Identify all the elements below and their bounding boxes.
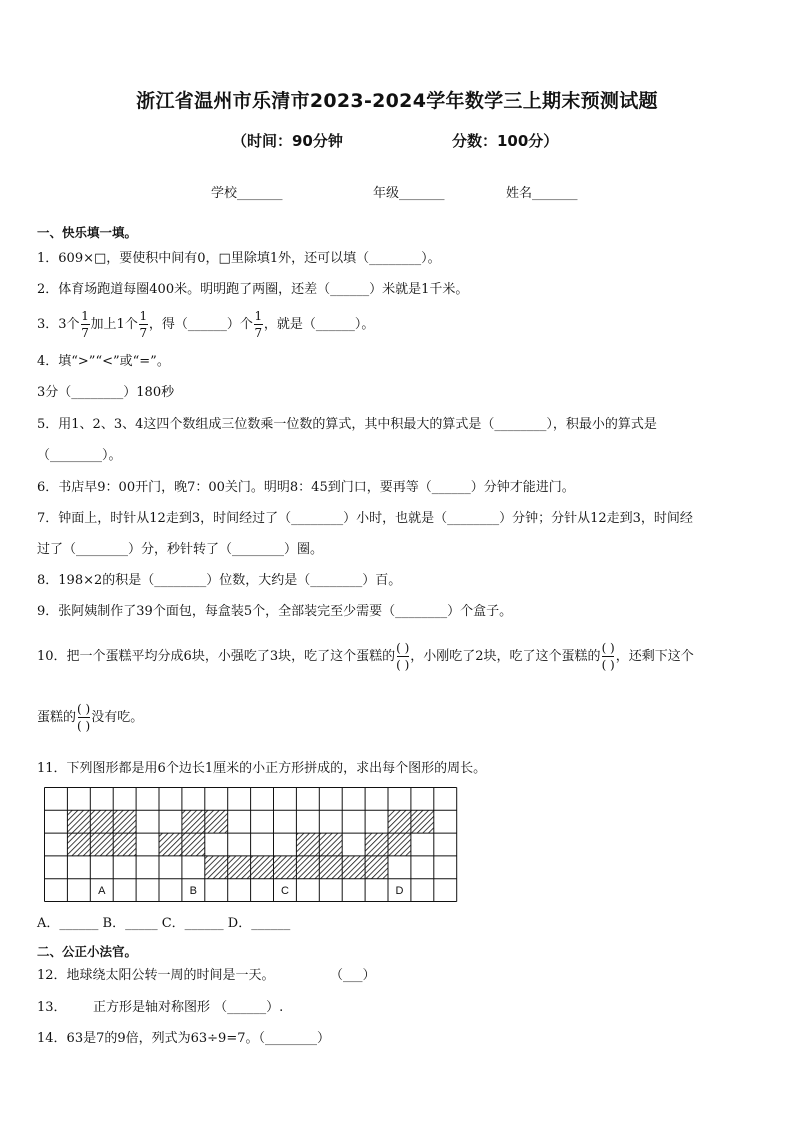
question-14: 14．63是7的9倍，列式为63÷9=7。（________） [37,1031,330,1046]
shaded-square [251,856,274,879]
shaded-square [90,833,113,856]
shaded-square [205,856,228,879]
shaded-square [67,833,90,856]
question-4: 4．填“>”“<”或“=”。 [37,354,170,369]
shaded-square [182,833,205,856]
shaded-square [365,833,388,856]
shaded-square [205,810,228,833]
shaded-square [319,833,342,856]
exam-score: 分数：100分） [452,132,559,150]
question-12-mark: （___） [330,968,376,983]
question-11: 11．下列图形都是用6个边长1厘米的小正方形拼成的，求出每个图形的周长。 [37,761,487,776]
question-2: 2．体育场跑道每圈400米。明明跑了两圈，还差（______）米就是1千米。 [37,282,469,297]
fraction-blank: $\frac{( )}{( )}$ [396,641,410,672]
page-title: 浙江省温州市乐清市2023-2024学年数学三上期末预测试题 [136,90,658,112]
fraction-one-seventh: $\frac{1}{7}$ [254,309,263,340]
shaded-square [296,833,319,856]
shaded-square [411,810,434,833]
square-grid-figures [44,787,458,902]
shaded-square [90,810,113,833]
shaded-square [113,810,136,833]
shaded-square [274,856,297,879]
question-3: 3．3个 $\frac{1}{7}$ 加上1个 $\frac{1}{7}$ ，得（______）个 $\frac{1}{7}$ ，就是（______）。 [37,309,375,340]
question-10-line-2: 蛋糕的 $\frac{( )}{( )}$ 没有吃。 [37,702,144,733]
shaded-square [365,856,388,879]
shaded-square [296,856,319,879]
shaded-square [228,856,251,879]
section-1-heading: 一、快乐填一填。 [37,225,138,240]
question-5-line-1: 5．用1、2、3、4这四个数组成三位数乘一位数的算式，其中积最大的算式是（________），积最小的算式是 [37,417,657,432]
question-7-line-2: 过了（________）分，秒针转了（________）圈。 [37,542,324,557]
fraction-blank: $\frac{( )}{( )}$ [77,702,91,733]
fraction-one-seventh: $\frac{1}{7}$ [139,309,148,340]
shaded-square [388,810,411,833]
shaded-square [67,810,90,833]
question-7-line-1: 7．钟面上，时针从12走到3，时间经过了（________）小时，也就是（________）分钟；分针从12走到3，时间经 [37,511,693,526]
shaded-square [319,856,342,879]
shaded-square [182,810,205,833]
fraction-one-seventh: $\frac{1}{7}$ [81,309,89,340]
question-4-item: 3分（________）180秒 [37,385,175,400]
question-11-answers: A．______ B．_____ C．______ D．______ [37,916,291,931]
shaded-square [342,856,365,879]
question-9: 9．张阿姨制作了39个面包，每盒装5个，全部装完至少需要（________）个盒子。 [37,604,513,619]
section-2-heading: 二、公正小法官。 [37,944,138,959]
exam-time: （时间：90分钟 [232,132,343,150]
figure-label-b: B [189,885,198,898]
name-field: 姓名_______ [506,186,578,201]
question-13: 正方形是轴对称图形 （______）. [93,1000,284,1015]
figure-label-d: D [395,885,404,898]
question-12: 12．地球绕太阳公转一周的时间是一天。 [37,968,275,983]
grade-field: 年级_______ [373,186,445,201]
question-6: 6．书店早9：00开门，晚7：00关门。明明8：45到门口，要再等（______）分钟才能进门。 [37,480,575,495]
question-1: 1．609×□，要使积中间有0，□里除填1外，还可以填（________）。 [37,251,441,266]
shaded-square [388,833,411,856]
figure-label-c: C [280,885,289,898]
fraction-blank: $\frac{( )}{( )}$ [601,641,615,672]
question-13-number: 13． [37,1000,67,1015]
question-10-line-1: 10．把一个蛋糕平均分成6块，小强吃了3块，吃了这个蛋糕的 $\frac{( )}{( )}$ ，小刚吃了2块，吃了这个蛋糕的 $\frac{( )}{( )}$ ，还剩下这个 [37,641,694,672]
figure-label-a: A [98,885,106,898]
school-field: 学校_______ [211,186,283,201]
question-5-line-2: （________）。 [37,448,122,463]
shaded-square [159,833,182,856]
question-8: 8．198×2的积是（________）位数，大约是（________）百。 [37,573,402,588]
shaded-square [113,833,136,856]
